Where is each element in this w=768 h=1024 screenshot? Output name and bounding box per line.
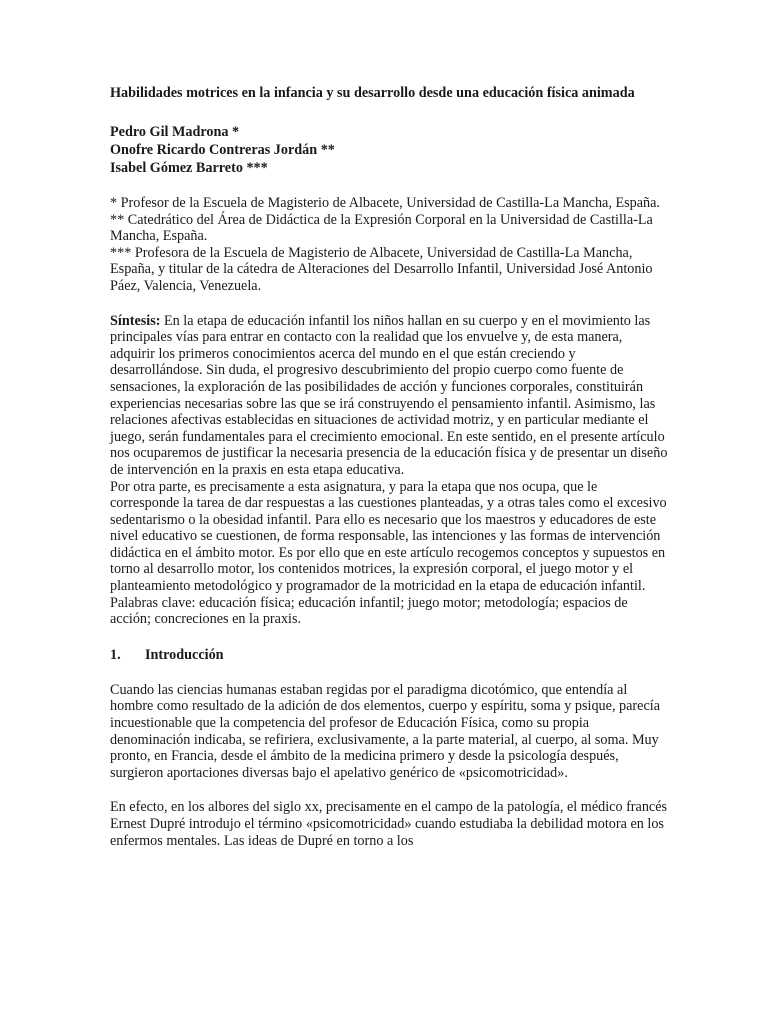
affiliation-1: * Profesor de la Escuela de Magisterio de Albacete, Universidad de Castilla-La Mancha, España. — [110, 195, 660, 211]
abstract-paragraph-2: Por otra parte, es precisamente a esta asignatura, y para la etapa que nos ocupa, que le corresponde la tarea de dar respuestas a las cuestiones planteadas, y a otras tales como el excesivo sedentarismo o la obesidad infantil. Para ello es necesario que los maestros y educadores de este nivel educativo se cuestionen, de forma responsable, las intenciones y las formas de intervención didáctica en el ámbito motor. Es por ello que en este artículo recogemos conceptos y supuestos en torno al desarrollo motor, los contenidos motrices, la expresión corporal, el juego motor y el planteamiento metodológico y programador de la motricidad en la etapa de educación infantil. — [110, 478, 667, 595]
abstract-paragraph — [110, 313, 668, 479]
abstract-label: Síntesis: — [110, 312, 161, 329]
affiliation-2: ** Catedrático del Área de Didáctica de la Expresión Corporal en la Universidad de Castilla-La Mancha, España. — [110, 211, 653, 245]
author-3: Isabel Gómez Barreto *** — [110, 160, 268, 176]
section-title: Introducción — [145, 646, 224, 663]
abstract-text: En la etapa de educación infantil los niños hallan en su cuerpo y en el movimiento las principales vías para entrar en contacto con la realidad que los envuelve y, de esta manera, adquirir los primeros conocimientos acerca del mundo en el que están creciendo y desarrollándose. Sin duda, el progresivo descubrimiento del propio cuerpo como fuente de sensaciones, la exploración de las posibilidades de acción y funciones corporales, constituirán experiencias necesarias sobre las que se irá construyendo el pensamiento infantil. Asimismo, las relaciones afectivas establecidas en situaciones de actividad motriz, y en particular mediante el juego, serán fundamentales para el crecimiento emocional. En este sentido, en el presente artículo nos ocuparemos de justificar la necesaria presencia de la educación física y de presentar un diseño de intervención en la praxis en esta etapa educativa. — [110, 312, 668, 478]
body-paragraph-1: Cuando las ciencias humanas estaban regidas por el paradigma dicotómico, que entendía al hombre como resultado de la adición de dos elementos, cuerpo y espíritu, soma y psique, parecía incuestionable que la competencia del profesor de Educación Física, como su propia denominación indicaba, se refiriera, exclusivamente, a la parte material, al cuerpo, al soma. Muy pronto, en Francia, desde el ámbito de la medicina primero y desde la psicología después, surgieron aportaciones diversas bajo el apelativo genérico de «psicomotricidad». — [110, 681, 660, 781]
author-2: Onofre Ricardo Contreras Jordán ** — [110, 142, 335, 158]
body-paragraph-2: En efecto, en los albores del siglo xx, precisamente en el campo de la patología, el médico francés Ernest Dupré introdujo el término «psicomotricidad» cuando estudiaba la debilidad motora en los enfermos mentales. Las ideas de Dupré en torno a los — [110, 799, 668, 849]
author-1: Pedro Gil Madrona * — [110, 124, 240, 140]
affiliation-3: *** Profesora de la Escuela de Magisterio de Albacete, Universidad de Castilla-La Mancha, España, y titular de la cátedra de Alteraciones del Desarrollo Infantil, Universidad José Antonio Páez, Valencia, Venezuela. — [110, 244, 653, 294]
keywords: Palabras clave: educación física; educación infantil; juego motor; metodología; espacios de acción; concreciones en la praxis. — [110, 594, 628, 628]
author-list — [110, 123, 668, 177]
section-heading — [110, 646, 668, 664]
paper-title: Habilidades motrices en la infancia y su desarrollo desde una educación física animada — [110, 85, 635, 101]
section-number: 1. — [110, 646, 121, 663]
affiliation-list — [110, 195, 668, 295]
